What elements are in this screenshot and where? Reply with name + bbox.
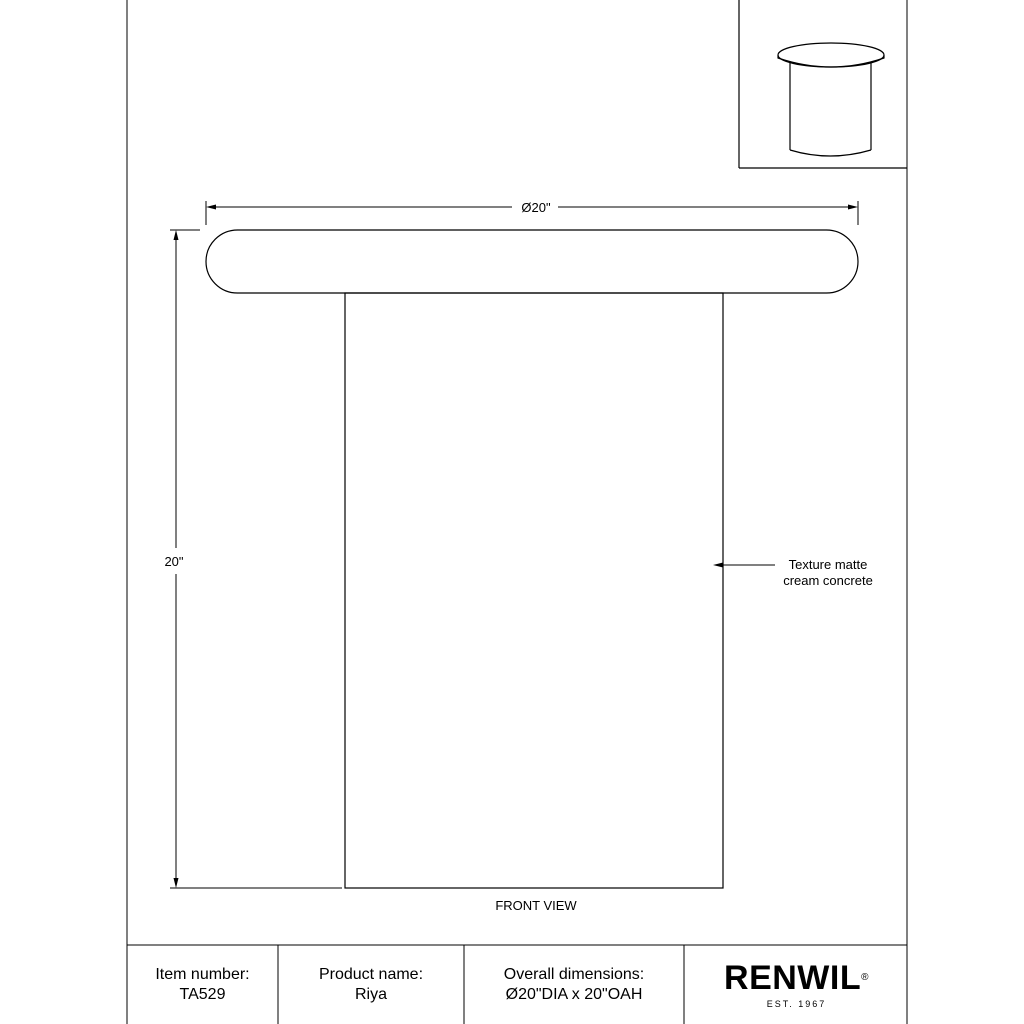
material-leader [713,563,775,568]
item-number-value: TA529 [179,985,226,1003]
table-base [345,293,723,888]
item-number-label: Item number: [155,965,250,983]
width-dimension-label: Ø20" [521,200,551,215]
brand-name: RENWIL [724,958,862,997]
brand-name-row [724,958,869,997]
table-top [206,230,858,293]
material-note-line1: Texture matte [788,557,868,572]
perspective-thumbnail [739,0,907,168]
product-name-cell [278,945,464,1024]
brand-logo [686,945,907,1024]
overall-dimensions-label: Overall dimensions: [503,965,645,983]
overall-dimensions-value: Ø20"DIA x 20"OAH [505,985,643,1003]
item-number-cell [127,945,278,1024]
material-note-line2: cream concrete [783,573,873,588]
view-label: FRONT VIEW [495,898,577,913]
registered-mark: ® [861,971,869,983]
product-name-value: Riya [354,985,387,1003]
brand-established: EST. 1967 [766,998,827,1009]
sheet-frame [127,0,907,1024]
height-dimension-line [170,230,342,888]
product-name-label: Product name: [318,965,424,983]
height-dimension-label: 20" [164,554,184,569]
overall-dimensions-cell [464,945,684,1024]
